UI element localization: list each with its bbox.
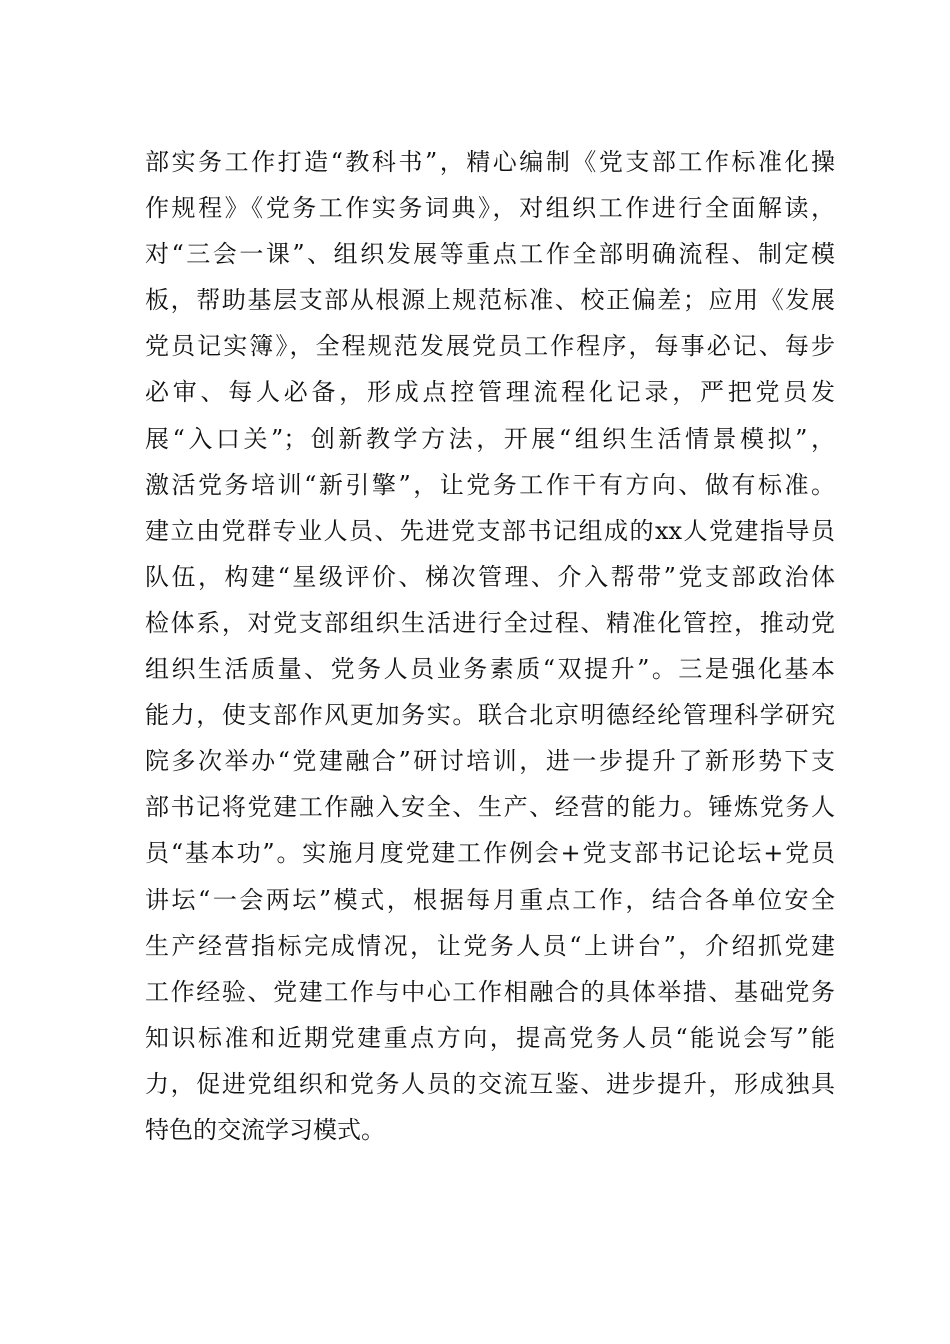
text-line: 知识标准和近期党建重点方向，提高党务人员“能说会写”能 [145,1023,835,1052]
text-line: 激活党务培训“新引擎”，让党务工作干有方向、做有标准。 [145,470,835,499]
text-line: 员“基本功”。实施月度党建工作例会+党支部书记论坛+党员 [145,839,835,868]
text-line: 建立由党群专业人员、先进党支部书记组成的xx人党建指导员 [145,516,835,545]
text-line: 对“三会一课”、组织发展等重点工作全部明确流程、制定模 [145,240,835,269]
text-line: 力，促进党组织和党务人员的交流互鉴、进步提升，形成独具 [145,1069,835,1098]
text-line: 党员记实簿》，全程规范发展党员工作程序，每事必记、每步 [145,332,835,361]
text-line: 必审、每人必备，形成点控管理流程化记录，严把党员发 [145,378,835,407]
text-line: 部书记将党建工作融入安全、生产、经营的能力。锤炼党务人 [145,793,835,822]
text-line: 板，帮助基层支部从根源上规范标准、校正偏差；应用《发展 [145,286,835,315]
text-line: 生产经营指标完成情况，让党务人员“上讲台”，介绍抓党建 [145,931,835,960]
text-line: 作规程》《党务工作实务词典》，对组织工作进行全面解读， [145,194,835,223]
body-text [145,139,835,1153]
text-line: 组织生活质量、党务人员业务素质“双提升”。三是强化基本 [145,655,835,684]
text-line: 特色的交流学习模式。 [145,1115,385,1144]
text-line: 院多次举办“党建融合”研讨培训，进一步提升了新形势下支 [145,747,835,776]
text-line: 展“入口关”；创新教学方法，开展“组织生活情景模拟”， [145,424,835,453]
text-line: 讲坛“一会两坛”模式，根据每月重点工作，结合各单位安全 [145,885,835,914]
text-line: 队伍，构建“星级评价、梯次管理、介入帮带”党支部政治体 [145,562,835,591]
text-line: 检体系，对党支部组织生活进行全过程、精准化管控，推动党 [145,608,835,637]
text-line: 部实务工作打造“教科书”，精心编制《党支部工作标准化操 [145,148,835,176]
text-line: 工作经验、党建工作与中心工作相融合的具体举措、基础党务 [145,977,835,1006]
text-line: 能力，使支部作风更加务实。联合北京明德经纶管理科学研究 [145,701,835,730]
